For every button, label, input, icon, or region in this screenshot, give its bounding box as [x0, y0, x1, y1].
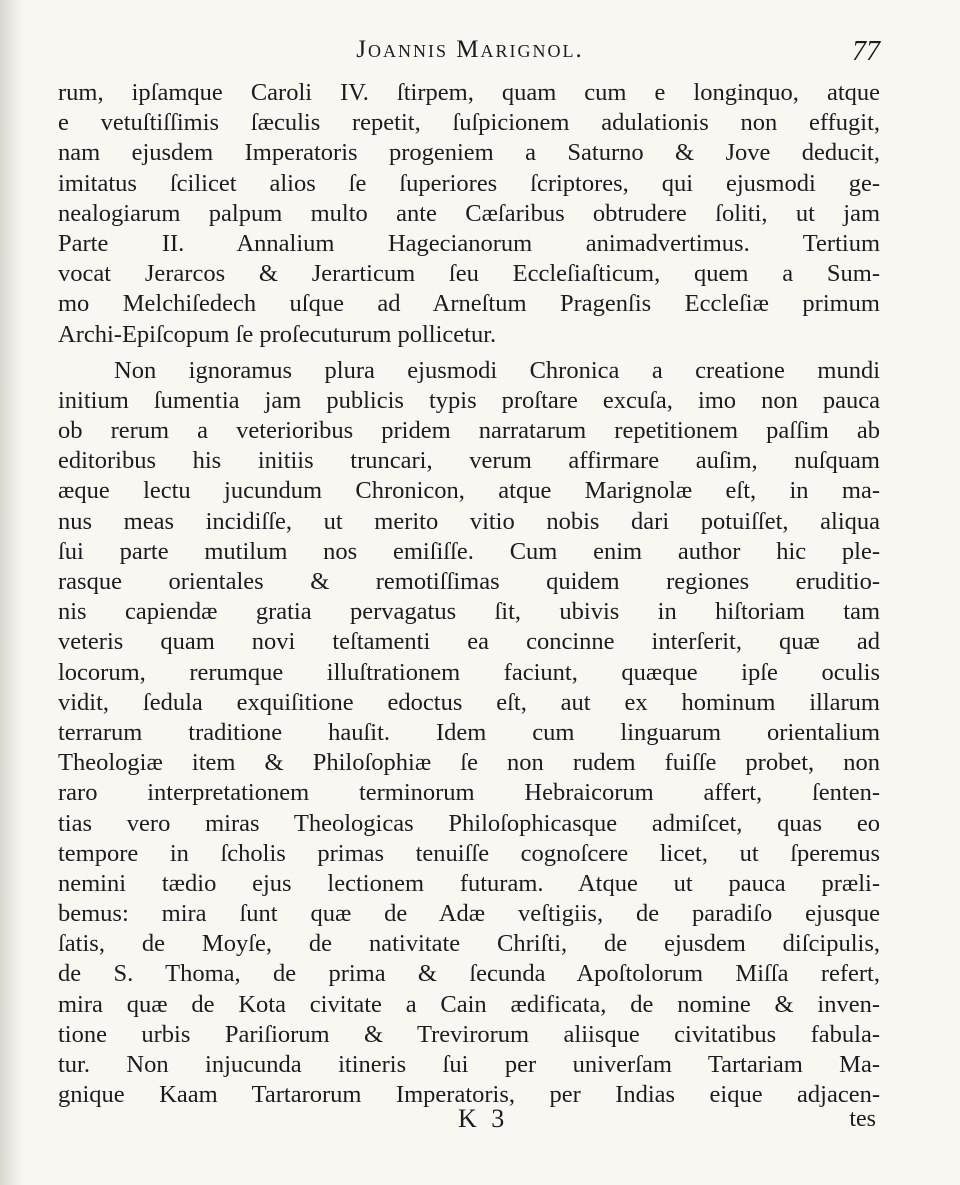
text-line: rum, ipſamque Caroli IV. ſtirpem, quam cum e longinquo, atque: [58, 79, 880, 106]
text-line: terrarum traditione hauſit. Idem cum linguarum orientalium: [58, 718, 880, 746]
page-footer: [58, 1100, 880, 1140]
text-line: tempore in ſcholis primas tenuiſſe cognoſcere licet, ut ſperemus: [58, 839, 880, 867]
text-line: Archi-Epiſcopum ſe proſecuturum pollicetur.: [58, 320, 497, 348]
text-line: vidit, ſedula exquiſitione edoctus eſt, aut ex hominum illarum: [58, 688, 880, 716]
text-line: veteris quam novi teſtamenti ea concinne interſerit, quæ ad: [58, 628, 880, 656]
text-line: bemus: mira ſunt quæ de Adæ veſtigiis, de paradiſo ejusque: [58, 900, 880, 928]
text-line: raro interpretationem terminorum Hebraicorum affert, ſenten-: [58, 779, 880, 807]
text-line: mo Melchiſedech uſque ad Arneſtum Pragenſis Eccleſiæ primum: [58, 290, 880, 318]
paragraph: [58, 356, 880, 1111]
text-line: mira quæ de Kota civitate a Cain ædificata, de nomine & inven-: [58, 990, 880, 1018]
text-line: nealogiarum palpum multo ante Cæſaribus obtrudere ſoliti, ut jam: [58, 199, 880, 227]
text-line: editoribus his initiis truncari, verum affirmare auſim, nuſquam: [58, 447, 880, 475]
text-line: tias vero miras Theologicas Philoſophicasque admiſcet, quas eo: [58, 809, 880, 837]
gutter-shadow: [0, 0, 22, 1185]
text-line: nemini tædio ejus lectionem futuram. Atque ut pauca præli-: [58, 869, 880, 897]
signature-mark: K 3: [458, 1104, 509, 1133]
text-line: nus meas incidiſſe, ut merito vitio nobis dari potuiſſet, aliqua: [58, 507, 880, 535]
text-line: imitatus ſcilicet alios ſe ſuperiores ſcriptores, qui ejusmodi ge-: [58, 169, 880, 197]
running-head: Joannis Marignol.: [356, 36, 584, 63]
text-line: æque lectu jucundum Chronicon, atque Marignolæ eſt, in ma-: [58, 477, 880, 505]
text-line: e vetuſtiſſimis ſæculis repetit, ſuſpicionem adulationis non effugit,: [58, 109, 880, 137]
text-line: Parte II. Annalium Hagecianorum animadvertimus. Tertium: [58, 229, 880, 257]
text-line: locorum, rerumque illuſtrationem faciunt, quæque ipſe oculis: [58, 658, 880, 686]
catchword: tes: [849, 1106, 876, 1132]
text-line: ob rerum a veterioribus pridem narratarum repetitionem paſſim ab: [58, 417, 880, 445]
text-line: nam ejusdem Imperatoris progeniem a Saturno & Jove deducit,: [58, 139, 880, 167]
body-text: [58, 78, 880, 1110]
text-line: ſatis, de Moyſe, de nativitate Chriſti, de ejusdem diſcipulis,: [58, 930, 880, 958]
text-line: gnique Kaam Tartarorum Imperatoris, per Indias eique adjacen-: [58, 1081, 880, 1109]
text-line: tur. Non injucunda itineris ſui per univerſam Tartariam Ma-: [58, 1051, 880, 1078]
text-line: de S. Thoma, de prima & ſecunda Apoſtolorum Miſſa refert,: [58, 960, 880, 988]
page-number: 77: [852, 36, 880, 67]
text-line: rasque orientales & remotiſſimas quidem regiones eruditio-: [58, 568, 880, 595]
page-header: [60, 28, 880, 72]
text-line: vocat Jerarcos & Jerarticum ſeu Eccleſiaſticum, quem a Sum-: [58, 260, 880, 288]
text-line: Theologiæ item & Philoſophiæ ſe non rudem fuiſſe probet, non: [58, 749, 880, 777]
text-line: tione urbis Pariſiorum & Trevirorum aliisque civitatibus fabula-: [58, 1020, 880, 1048]
text-line: initium ſumentia jam publicis typis proſtare excuſa, imo non pauca: [58, 386, 880, 414]
paragraph: [58, 78, 880, 350]
text-line: Non ignoramus plura ejusmodi Chronica a creatione mundi: [114, 356, 880, 384]
text-line: ſui parte mutilum nos emiſiſſe. Cum enim author hic ple-: [58, 537, 880, 565]
text-line: nis capiendæ gratia pervagatus ſit, ubivis in hiſtoriam tam: [58, 598, 880, 626]
